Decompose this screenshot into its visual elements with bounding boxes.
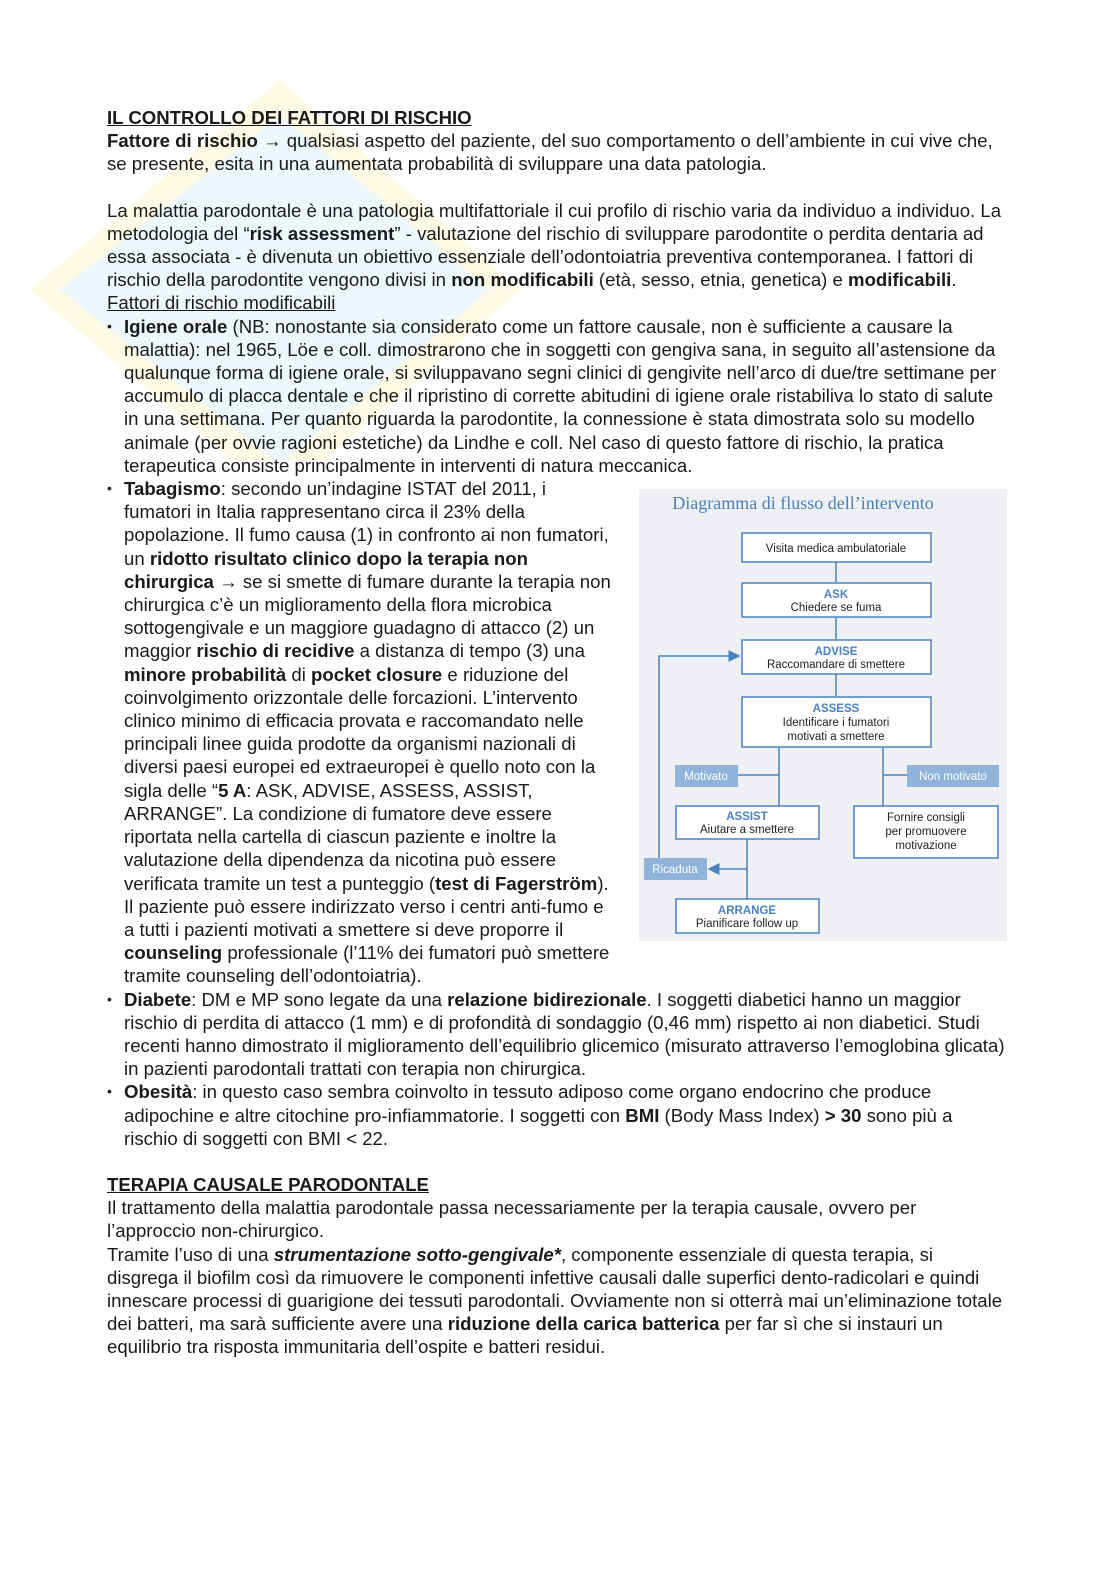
risk-factor-list <box>107 315 1007 1150</box>
paragraph-text: Tramite l’uso di una <box>107 1243 274 1265</box>
label-ricaduta: Ricaduta <box>652 864 698 877</box>
causal-therapy-paragraph-2 <box>107 1243 1007 1359</box>
intro-text: . <box>951 269 957 291</box>
item-text: se si smette di fumare durante la terapia non chirurgica c’è un miglioramento della flora microbica sottogengivale e un maggiore guadagno di attacco (2) un maggior <box>124 570 611 662</box>
node-consigli-text: motivazione <box>895 840 957 853</box>
intro-text: La malattia parodontale è una patologia multifattoriale il cui profilo di rischio varia da individuo a individuo. La metodologia del “ <box>107 199 1002 244</box>
item-bold: minore probabilità <box>124 663 287 685</box>
node-advise-title: ADVISE <box>814 646 858 659</box>
item-text: : in questo caso sembra coinvolto in tessuto adiposo come organo endocrino che produce adipochine e altre citochine pro-infiammatorie. I soggetti con <box>124 1081 932 1126</box>
list-item-obesita <box>107 1080 1007 1150</box>
item-bold: counseling <box>124 942 223 964</box>
definition-term: Fattore di rischio <box>107 130 258 152</box>
node-assist-text: Aiutare a smettere <box>700 824 794 837</box>
document-page <box>107 106 1007 1359</box>
item-term: Obesità <box>124 1081 193 1103</box>
paragraph-text: per far sì che si instauri un equilibrio tra risposta immunitaria dell’ospite e batteri residui. <box>107 1313 943 1358</box>
item-text: e riduzione del coinvolgimento orizzontale delle forcazioni. L’intervento clinico minimo di efficacia provata e raccomandato nelle principali linee guida prodotte da organismi nazionali di diversi paesi europei ed extraeuropei è quello noto con la sigla delle “ <box>124 663 596 801</box>
modifiable-factors-subheading: Fattori di rischio modificabili <box>107 292 336 314</box>
list-item-diabete <box>107 988 1007 1081</box>
diagram-svg <box>639 489 1007 941</box>
item-bold: relazione bidirezionale <box>447 988 647 1010</box>
item-text: ). Il paziente può essere indirizzato verso i centri anti-fumo e a tutti i pazienti motivati a smettere si deve proporre il <box>124 872 609 940</box>
paragraph-text: , componente essenziale di questa terapia, si disgrega il biofilm così da rimuovere le componenti infettive causali dalle superfici dento-radicolari e quindi innescare processi di guarigione dei tessuti parodontali. Ovviamente non si otterrà mai un’eliminazione totale dei batteri, ma sarà sufficiente avere una <box>107 1243 1003 1335</box>
paragraph-bold-italic: strumentazione sotto-gengivale* <box>273 1243 561 1265</box>
list-item-tabagismo <box>107 477 1007 987</box>
item-term: Diabete <box>124 988 192 1010</box>
intro-paragraph <box>107 199 1007 292</box>
diagram-title: • Diagramma di flusso dell’intervento <box>672 493 934 514</box>
intro-text: ” - valutazione del rischio di sviluppare parodontite o perdita dentaria ad essa associata - è divenuta un obiettivo essenziale dell’odontoiatria preventiva contemporanea. I fattori di rischio della parodontite vengono divisi in <box>107 222 984 291</box>
item-bold: rischio di recidive <box>196 640 355 662</box>
item-text: (Body Mass Index) <box>659 1104 825 1126</box>
node-ask-title: ASK <box>823 589 849 602</box>
node-assess-text: Identificare i fumatori <box>782 717 890 730</box>
node-visita-label: Visita medica ambulatoriale <box>765 543 907 556</box>
item-bold: > 30 <box>824 1104 862 1126</box>
item-bold: ridotto risultato clinico dopo la terapia non chirurgica <box>124 547 528 592</box>
node-ask-text: Chiedere se fuma <box>790 602 882 615</box>
node-advise-text: Raccomandare di smettere <box>766 659 906 672</box>
intro-bold: modificabili <box>848 269 952 291</box>
item-text: : DM e MP sono legate da una <box>191 988 448 1010</box>
item-bold: pocket closure <box>311 663 443 685</box>
item-text: : ASK, ADVISE, ASSESS, ASSIST, ARRANGE”. La condizione di fumatore deve essere riportata nella cartella di ciascun paziente e inoltre la valutazione della dipendenza da nicotina può essere verificata tramite un test a punteggio ( <box>124 779 557 894</box>
node-consigli-text: per promuovere <box>885 826 967 839</box>
item-text: di <box>286 663 312 685</box>
section-title-causal-therapy: TERAPIA CAUSALE PARODONTALE <box>107 1173 429 1195</box>
node-assess-title: ASSESS <box>812 703 860 716</box>
causal-therapy-paragraph-1: Il trattamento della malattia parodontale passa necessariamente per la terapia causale, ovvero per l’approccio non-chirurgico. <box>107 1197 917 1242</box>
risk-factor-definition <box>107 129 1007 175</box>
item-text: : secondo un’indagine ISTAT del 2011, i fumatori in Italia rappresentano circa il 23% della popolazione. Il fumo causa (1) in confronto ai non fumatori, un <box>124 478 609 569</box>
smoking-flow-diagram <box>639 489 1007 941</box>
label-motivato: Motivato <box>684 771 728 784</box>
node-consigli-text: Fornire consigli <box>887 812 965 825</box>
intro-text: (età, sesso, etnia, genetica) e <box>593 269 849 291</box>
list-item-igiene <box>107 315 1007 477</box>
node-arrange-text: Pianificare follow up <box>695 918 799 931</box>
item-text: . I soggetti diabetici hanno un maggior rischio di perdita di attacco (1 mm) e di profondità di sondaggio (0,46 mm) rispetto ai non diabetici. Studi recenti hanno dimostrato il miglioramento dell’equilibrio glicemico (misurato attraverso l’emoglobina glicata) in pazienti parodontali trattati con terapia non chirurgica. <box>124 988 1005 1080</box>
item-bold: test di Fagerström <box>435 872 598 894</box>
item-text: a distanza di tempo (3) una <box>354 640 585 662</box>
intro-bold: risk assessment <box>249 222 395 244</box>
item-term: Igiene orale <box>124 315 228 337</box>
item-bold: BMI <box>625 1104 660 1126</box>
arrow-symbol: → <box>219 570 238 592</box>
arrow-symbol: → <box>263 130 282 152</box>
node-arrange-title: ARRANGE <box>717 905 777 918</box>
label-non-motivato: Non motivato <box>919 771 987 784</box>
node-assist-title: ASSIST <box>726 811 768 824</box>
definition-text: qualsiasi aspetto del paziente, del suo comportamento o dell’ambiente in cui vive che, se presente, esita in una aumentata probabilità di sviluppare una data patologia. <box>107 130 993 175</box>
paragraph-bold: riduzione della carica batterica <box>447 1313 720 1335</box>
section-title-risk-factors: IL CONTROLLO DEI FATTORI DI RISCHIO <box>107 107 472 128</box>
item-term: Tabagismo <box>124 478 221 500</box>
item-bold: 5 A <box>218 779 247 801</box>
node-assess-text: motivati a smettere <box>787 731 885 744</box>
item-text: (NB: nonostante sia considerato come un fattore causale, non è sufficiente a causare la malattia): nel 1965, Löe e coll. dimostrarono che in soggetti con gengiva sana, in seguito all’astensione da qualunque forma di igiene orale, si sviluppavano segni clinici di gengivite nell’arco di due/tre settimane per accumulo di placca dentale e che il ripristino di corrette abitudini di igiene orale ristabiliva lo stato di salute in una settimana. Per quanto riguarda la parodontite, la connessione è stata dimostrata solo su modello animale (per ovvie ragioni estetiche) da Lindhe e coll. Nel caso di questo fattore di rischio, la pratica terapeutica consiste principalmente in interventi di natura meccanica. <box>124 315 997 476</box>
intro-bold: non modificabili <box>451 269 594 291</box>
item-text: professionale (l’11% dei fumatori può smettere tramite counseling dell’odontoiatria). <box>124 942 610 987</box>
item-text: sono più a rischio di soggetti con BMI < 22. <box>124 1104 953 1149</box>
